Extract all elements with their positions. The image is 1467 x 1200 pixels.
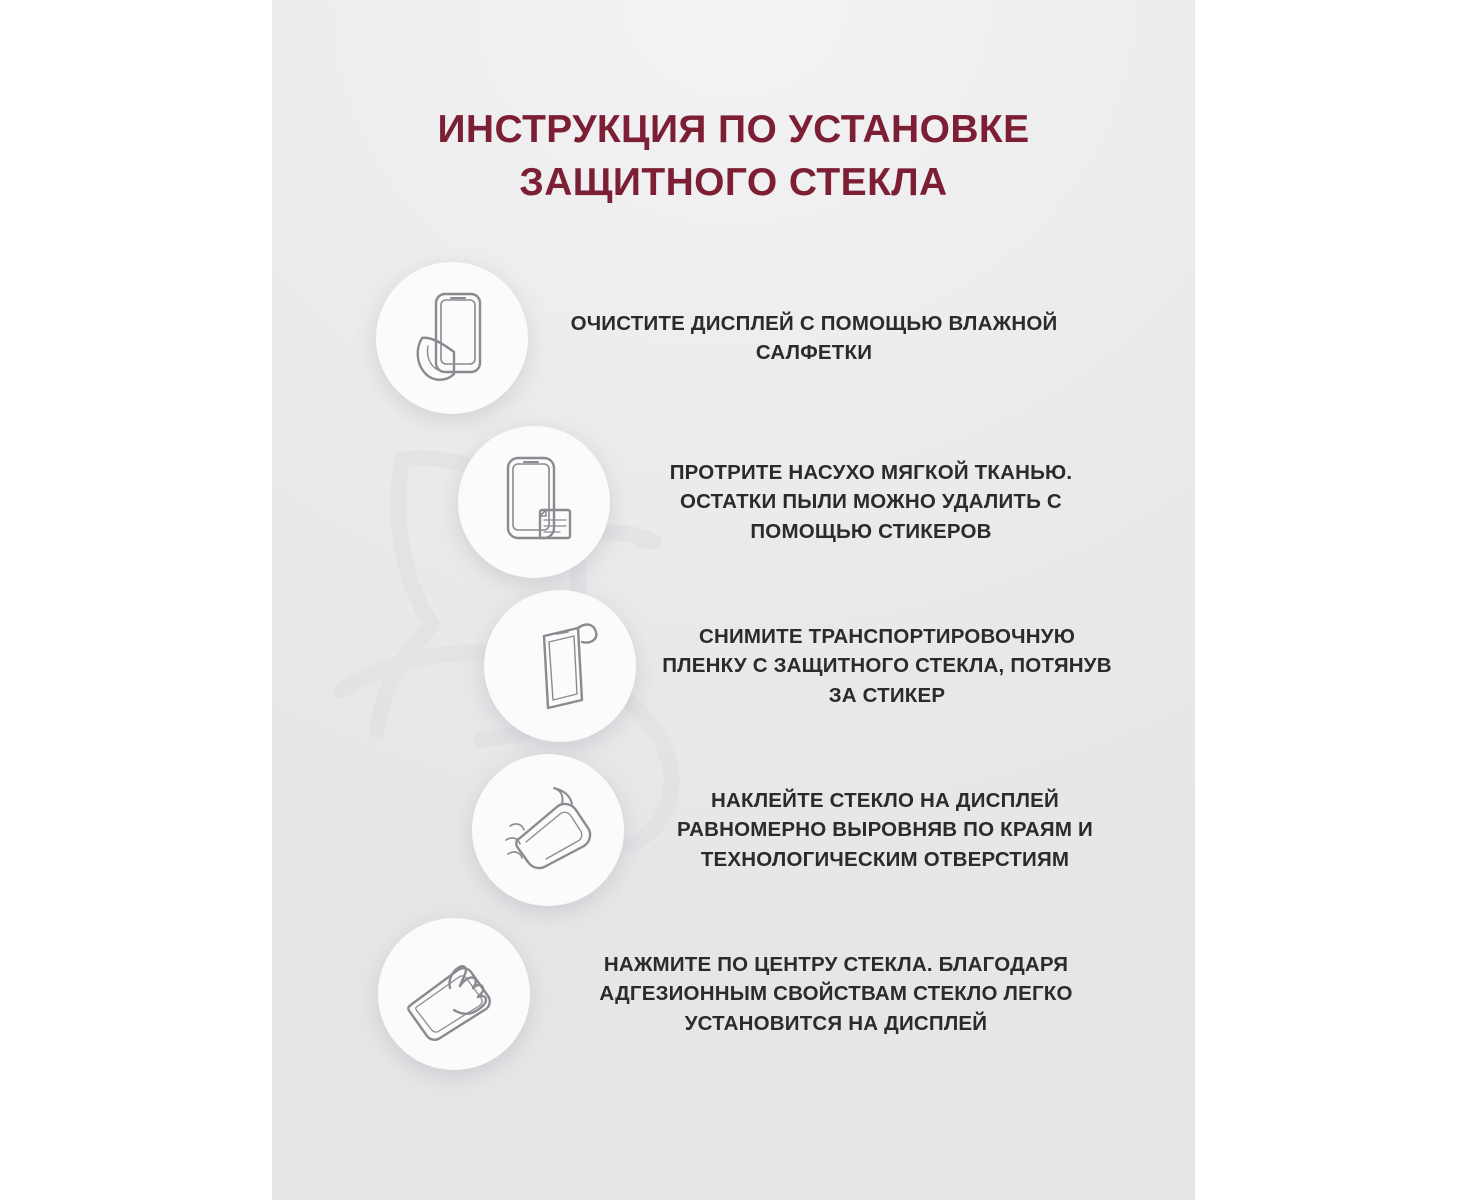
press-center-icon: [396, 942, 512, 1046]
step-icon-bubble: [472, 754, 624, 906]
step-icon-bubble: [484, 590, 636, 742]
list-item: [272, 426, 1195, 578]
step-text: НАКЛЕЙТЕ СТЕКЛО НА ДИСПЛЕЙ РАВНОМЕРНО ВЫРОВНЯВ ПО КРАЯМ И ТЕХНОЛОГИЧЕСКИМ ОТВЕРСТИЯМ: [677, 789, 1093, 871]
step-icon-bubble: [458, 426, 610, 578]
step-text: СНИМИТЕ ТРАНСПОРТИРОВОЧНУЮ ПЛЕНКУ С ЗАЩИТНОГО СТЕКЛА, ПОТЯНУВ ЗА СТИКЕР: [662, 625, 1112, 707]
title-line-1: ИНСТРУКЦИЯ ПО УСТАНОВКЕ: [437, 108, 1030, 151]
list-item: [272, 590, 1195, 742]
list-item: [272, 754, 1195, 906]
step-text: ПРОТРИТЕ НАСУХО МЯГКОЙ ТКАНЬЮ. ОСТАТКИ ПЫЛИ МОЖНО УДАЛИТЬ С ПОМОЩЬЮ СТИКЕРОВ: [669, 461, 1073, 543]
page-title: [272, 104, 1195, 209]
phone-with-wipe-icon: [402, 286, 502, 390]
peel-film-icon: [512, 614, 608, 718]
apply-glass-icon: [492, 780, 604, 880]
list-item: [272, 918, 1195, 1070]
poster-panel: [272, 0, 1195, 1200]
title-line-2: ЗАЩИТНОГО СТЕКЛА: [519, 160, 948, 204]
list-item: [272, 262, 1195, 414]
phone-with-cloth-icon: [484, 450, 584, 554]
steps-list: [272, 262, 1195, 1082]
step-text: ОЧИСТИТЕ ДИСПЛЕЙ С ПОМОЩЬЮ ВЛАЖНОЙ САЛФЕТКИ: [570, 311, 1058, 364]
step-icon-bubble: [378, 918, 530, 1070]
step-icon-bubble: [376, 262, 528, 414]
step-text: НАЖМИТЕ ПО ЦЕНТРУ СТЕКЛА. БЛАГОДАРЯ АДГЕЗИОННЫМ СВОЙСТВАМ СТЕКЛО ЛЕГКО УСТАНОВИТСЯ НА ДИСПЛЕЙ: [599, 953, 1073, 1035]
